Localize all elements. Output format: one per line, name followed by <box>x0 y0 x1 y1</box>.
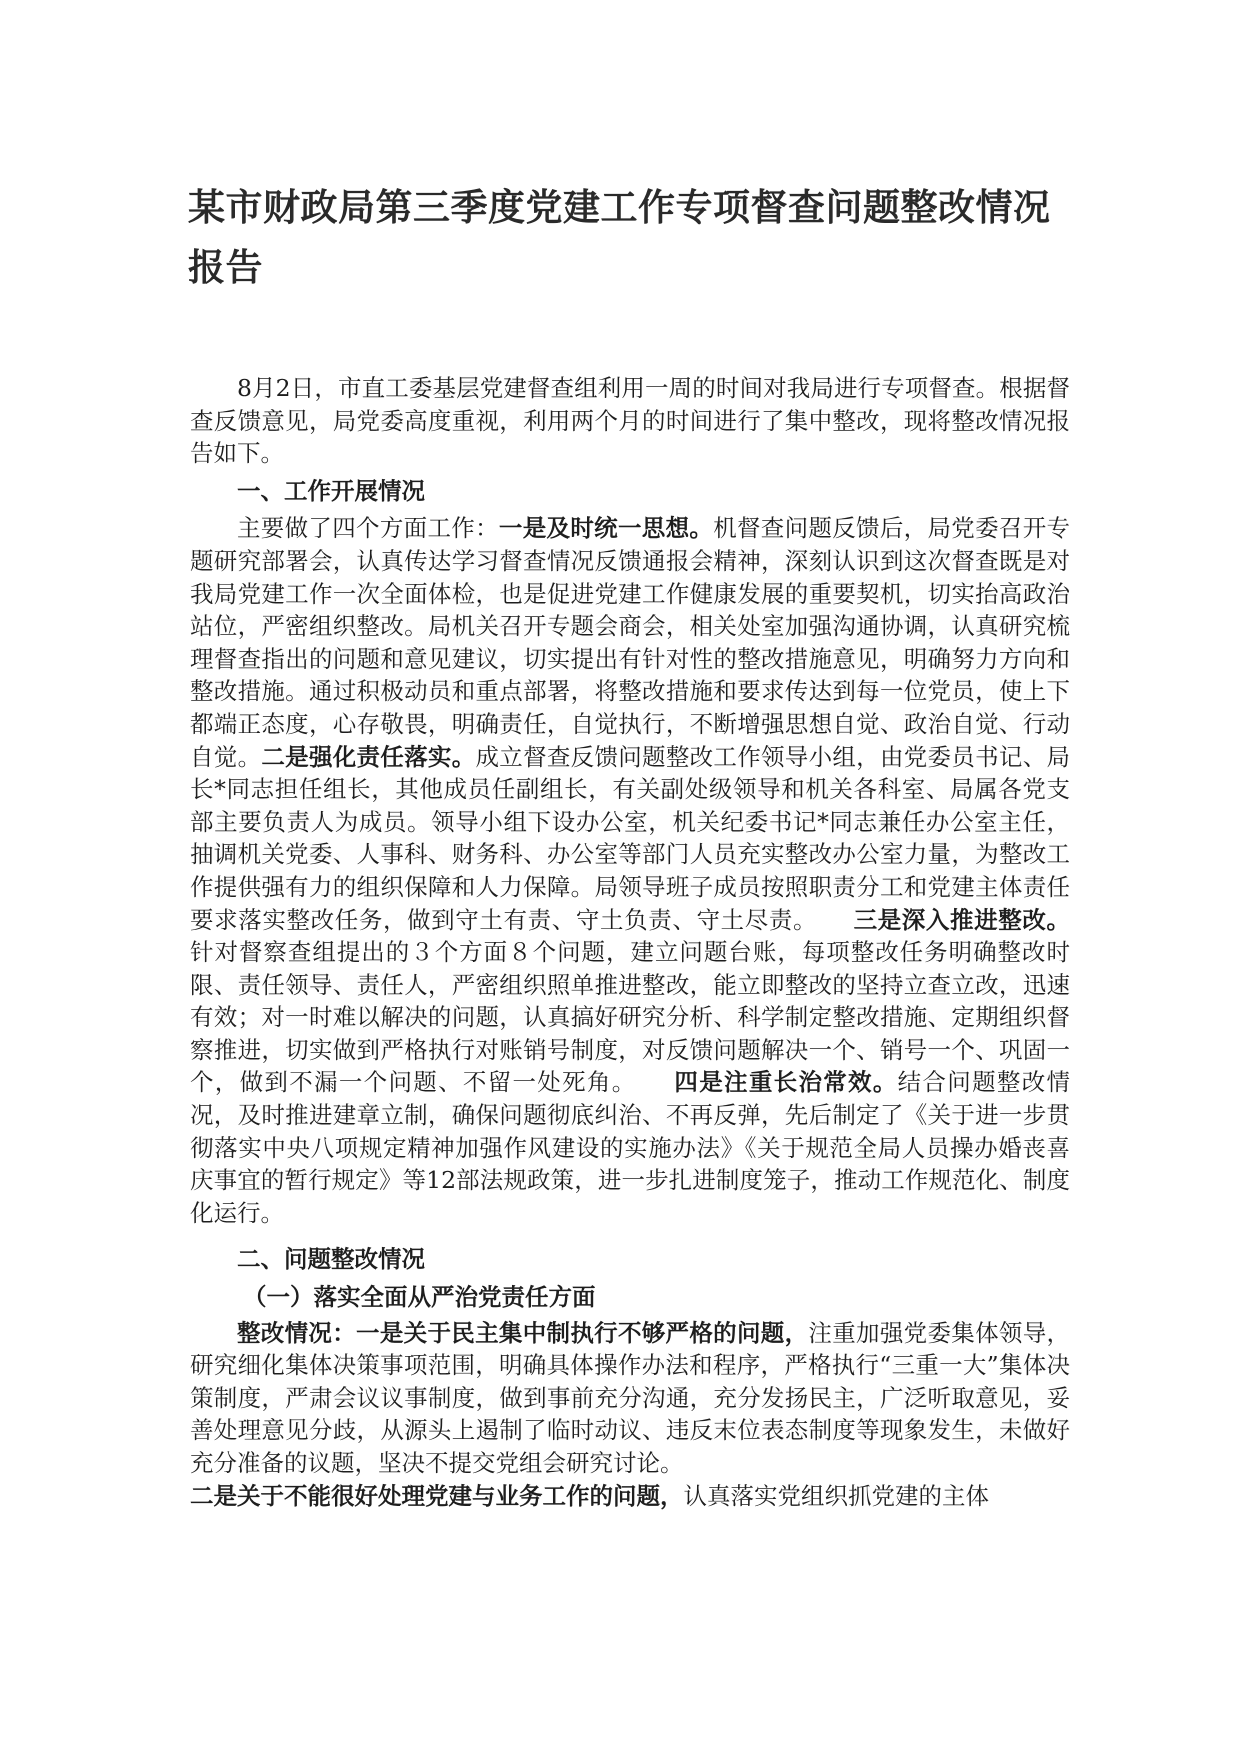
rectification-label: 整改情况： <box>237 1318 357 1347</box>
point-2-title: 二是强化责任落实。 <box>261 742 476 771</box>
rectification-paragraph-1 <box>190 1317 1070 1480</box>
section-2-heading: 二、问题整改情况 <box>237 1245 425 1274</box>
rectification-paragraph-2 <box>190 1480 1070 1513</box>
item-2-text: 认真落实党组织抓党建的主体 <box>683 1481 989 1510</box>
point-3-text: 针对督察查组提出的３个方面８个问题，建立问题台账，每项整改任务明确整改时限、责任领导、责任人，严密组织照单推进整改，能立即整改的坚持立查立改，迅速有效；对一时难以解决的问题，认真搞好研究分析、科学制定整改措施、定期组织督察推进，切实做到严格执行对账销号制度，对反馈问题解决一个、销号一个、巩固一个，做到不漏一个问题、不留一处死角。 <box>190 938 1070 1097</box>
item-2-title: 二是关于不能很好处理党建与业务工作的问题， <box>190 1481 684 1510</box>
section-1-paragraph <box>190 512 1070 1229</box>
document-body <box>190 372 1070 1512</box>
document-title: 某市财政局第三季度党建工作专项督查问题整改情况报告 <box>188 186 1051 289</box>
point-4-title: 四是注重长治常效。 <box>674 1068 898 1097</box>
section-1-heading: 一、工作开展情况 <box>237 476 425 505</box>
point-1-title: 一是及时统一思想。 <box>498 514 714 543</box>
item-1-title: 一是关于民主集中制执行不够严格的问题， <box>356 1318 809 1347</box>
point-2-text: 成立督查反馈问题整改工作领导小组，由党委员书记、局长*同志担任组长，其他成员任副组长，有关副处级领导和机关各科室、局属各党支部主要负责人为成员。领导小组下设办公室，机关纪委书记*同志兼任办公室主任，抽调机关党委、人事科、财务科、办公室等部门人员充实整改办公室力量，为整改工作提供强有力的组织保障和人力保障。局领导班子成员按照职责分工和党建主体责任要求落实整改任务，做到守土有责、守土负责、守土尽责。 <box>190 742 1070 934</box>
intro-paragraph: 8月2日，市直工委基层党建督查组利用一周的时间对我局进行专项督查。根据督查反馈意见，局党委高度重视，利用两个月的时间进行了集中整改，现将整改情况报告如下。 <box>190 374 1070 468</box>
point-1-text: 机督查问题反馈后，局党委召开专题研究部署会，认真传达学习督查情况反馈通报会精神，深刻认识到这次督查既是对我局党建工作一次全面体检，也是促进党建工作健康发展的重要契机，切实抬高政治站位，严密组织整改。局机关召开专题会商会，相关处室加强沟通协调，认真研究梳理督查指出的问题和意见建议，切实提出有针对性的整改措施意见，明确努力方向和整改措施。通过积极动员和重点部署，将整改措施和要求传达到每一位党员，使上下都端正态度，心存敬畏，明确责任，自觉执行，不断增强思想自觉、政治自觉、行动自觉。 <box>190 514 1071 771</box>
point-3-title: 三是深入推进整改。 <box>853 905 1071 934</box>
point-4-text: 结合问题整改情况，及时推进建章立制，确保问题彻底纠治、不再反弹，先后制定了《关于进一步贯彻落实中央八项规定精神加强作风建设的实施办法》《关于规范全局人员操办婚丧喜庆事宜的暂行规定》等12部法规政策，进一步扎进制度笼子，推动工作规范化、制度化运行。 <box>190 1068 1071 1227</box>
section-1-lead: 主要做了四个方面工作： <box>237 514 499 543</box>
item-1-text: 注重加强党委集体领导，研究细化集体决策事项范围，明确具体操作办法和程序，严格执行“三重一大”集体决策制度，严肃会议议事制度，做到事前充分沟通，充分发扬民主，广泛听取意见，妥善处理意见分歧，从源头上遏制了临时动议、违反末位表态制度等现象发生，未做好充分准备的议题，坚决不提交党组会研究讨论。 <box>190 1318 1071 1477</box>
subsection-1-heading: （一）落实全面从严治党责任方面 <box>243 1283 596 1312</box>
